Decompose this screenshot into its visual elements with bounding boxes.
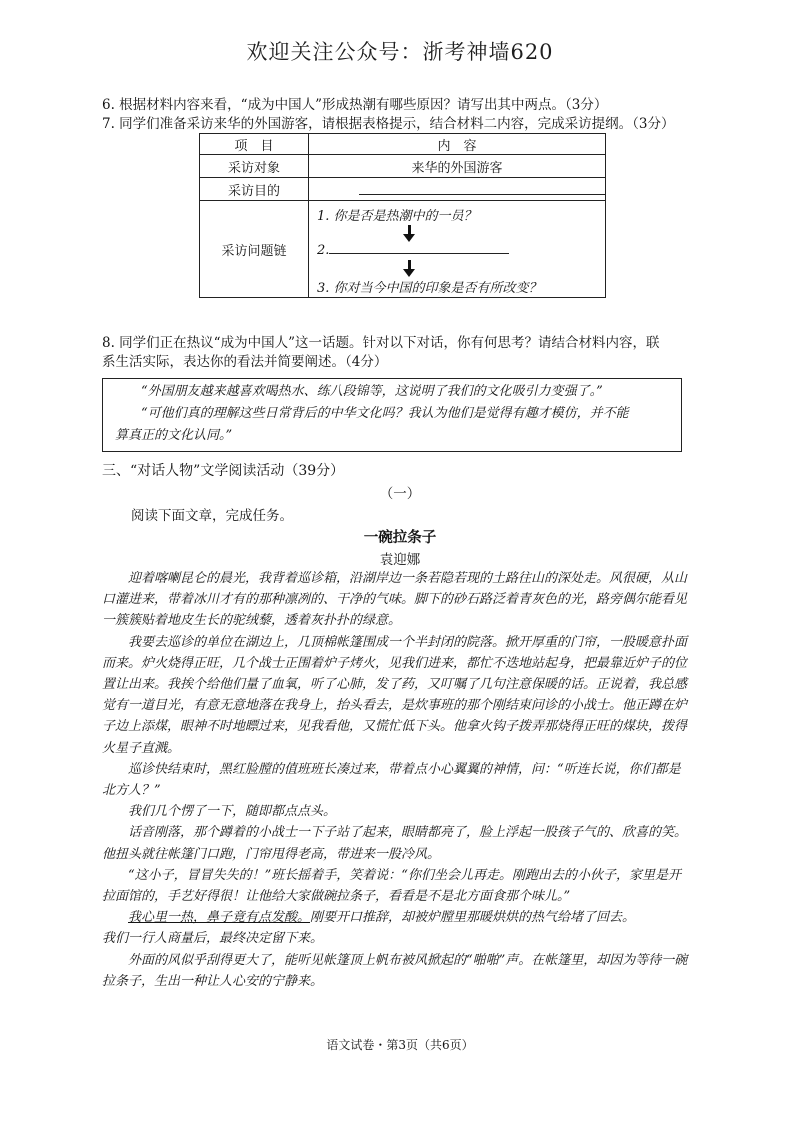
chain-question-2[interactable]: 2.	[317, 241, 509, 258]
row-label-question-chain: 采访问题链	[200, 201, 309, 298]
question-6: 6. 根据材料内容来看，“成为中国人”形成热潮有哪些原因？请写出其中两点。（3分）	[102, 97, 608, 113]
table-header-item: 项 目	[200, 134, 309, 155]
question-8-line1: 8. 同学们正在热议“成为中国人”这一话题。针对以下对话，你有何思考？请结合材料内容，联	[102, 335, 660, 351]
paragraph: 巡诊快结束时，黑红脸膛的值班班长凑过来，带着点小心翼翼的神情，问：“听连长说，你们都是北方人？”	[102, 761, 681, 799]
chain-question-3: 3. 你对当今中国的印象是否有所改变？	[317, 281, 542, 296]
paragraph: 我们一行人商量后，最终决定留下来。	[102, 931, 324, 947]
article-body	[102, 568, 692, 992]
interview-outline-table	[199, 133, 606, 298]
table-header-content: 内 容	[309, 134, 606, 155]
paragraph: 话音刚落，那个蹲着的小战士一下子站了起来，眼睛都亮了，脸上浮起一股孩子气的、欣喜的笑。他扭头就往帐篷门口跑，门帘甩得老高，带进来一股冷风。	[102, 825, 688, 862]
page-footer: 语文试卷・第3页（共6页）	[326, 1038, 474, 1052]
section-3-heading: 三、“对话人物”文学阅读活动（39分）	[102, 463, 345, 479]
dialog-box	[102, 378, 682, 452]
dialog-line-2: “可他们真的理解这些日常背后的中华文化吗？我认为他们是觉得有趣才模仿，并不能	[141, 406, 629, 421]
reading-instruction: 阅读下面文章，完成任务。	[131, 508, 293, 524]
article-author: 袁迎娜	[379, 552, 421, 568]
article-title: 一碗拉条子	[363, 529, 437, 546]
dialog-line-3: 算真正的文化认同。”	[115, 428, 233, 443]
chain-question-1: 1. 你是否是热潮中的一员？	[317, 209, 477, 224]
row-value-target: 来华的外国游客	[309, 155, 606, 178]
paragraph: 迎着喀喇昆仑的晨光，我背着巡诊箱，沿湖岸边一条若隐若现的土路往山的深处走。风很硬，从山口灌进来，带着冰川才有的那种凛冽的、干净的气味。脚下的砂石路泛着青灰色的光，路旁偶尔能看见一簇簇贴着地皮生长的驼绒藜，透着灰扑扑的绿意。	[102, 571, 688, 629]
paragraph: 我要去巡诊的单位在湖边上，几顶棉帐篷围成一个半封闭的院落。掀开厚重的门帘，一股暖意扑面而来。炉火烧得正旺，几个战士正围着炉子烤火，见我们进来，都忙不迭地站起身，把最靠近炉子的位置让出来。我挨个给他们量了血氧，听了心肺，发了药，又叮嘱了几句注意保暖的话。正说着，我总感觉有一道目光，有意无意地落在我身上，抬头看去，是炊事班的那个刚结束问诊的小战士。他正蹲在炉子边上添煤，眼神不时地瞟过来，见我看他，又慌忙低下头。他拿火钩子拨弄那烧得正旺的煤块，拨得火星子直溅。	[102, 634, 688, 756]
dialog-line-1: “外国朋友越来越喜欢喝热水、练八段锦等，这说明了我们的文化吸引力变强了。”	[141, 384, 603, 399]
question-7: 7. 同学们准备采访来华的外国游客，请根据表格提示，结合材料二内容，完成采访提纲。（3分）	[102, 116, 675, 132]
paragraph: 外面的风似乎刮得更大了，能听见帐篷顶上帆布被风掀起的“啪啪”声。在帐篷里，却因为等待一碗拉条子，生出一种让人心安的宁静来。	[102, 952, 688, 989]
paragraph: 我们几个愣了一下，随即都点点头。	[128, 804, 337, 820]
purpose-answer-blank[interactable]	[309, 178, 606, 201]
paragraph: “这小子，冒冒失失的！”班长摇着手，笑着说：“你们坐会儿再走。刚跑出去的小伙子，家里是开拉面馆的，手艺好得很！让他给大家做碗拉条子，看看是不是北方面食那个味儿。”	[102, 867, 681, 905]
paragraph: 我心里一热，鼻子竟有点发酸。刚要开口推辞，却被炉膛里那暖烘烘的热气给堵了回去。	[128, 910, 636, 926]
part-heading: （一）	[379, 486, 421, 502]
row-label-purpose: 采访目的	[200, 178, 309, 201]
watermark-header: 欢迎关注公众号：浙考神墙620	[246, 40, 554, 64]
row-label-target: 采访对象	[200, 155, 309, 178]
question-8-line2: 系生活实际，表达你的看法并简要阐述。（4分）	[102, 354, 388, 370]
underlined-sentence: 我心里一热，鼻子竟有点发酸。	[128, 910, 311, 926]
question-chain-cell	[309, 201, 606, 298]
